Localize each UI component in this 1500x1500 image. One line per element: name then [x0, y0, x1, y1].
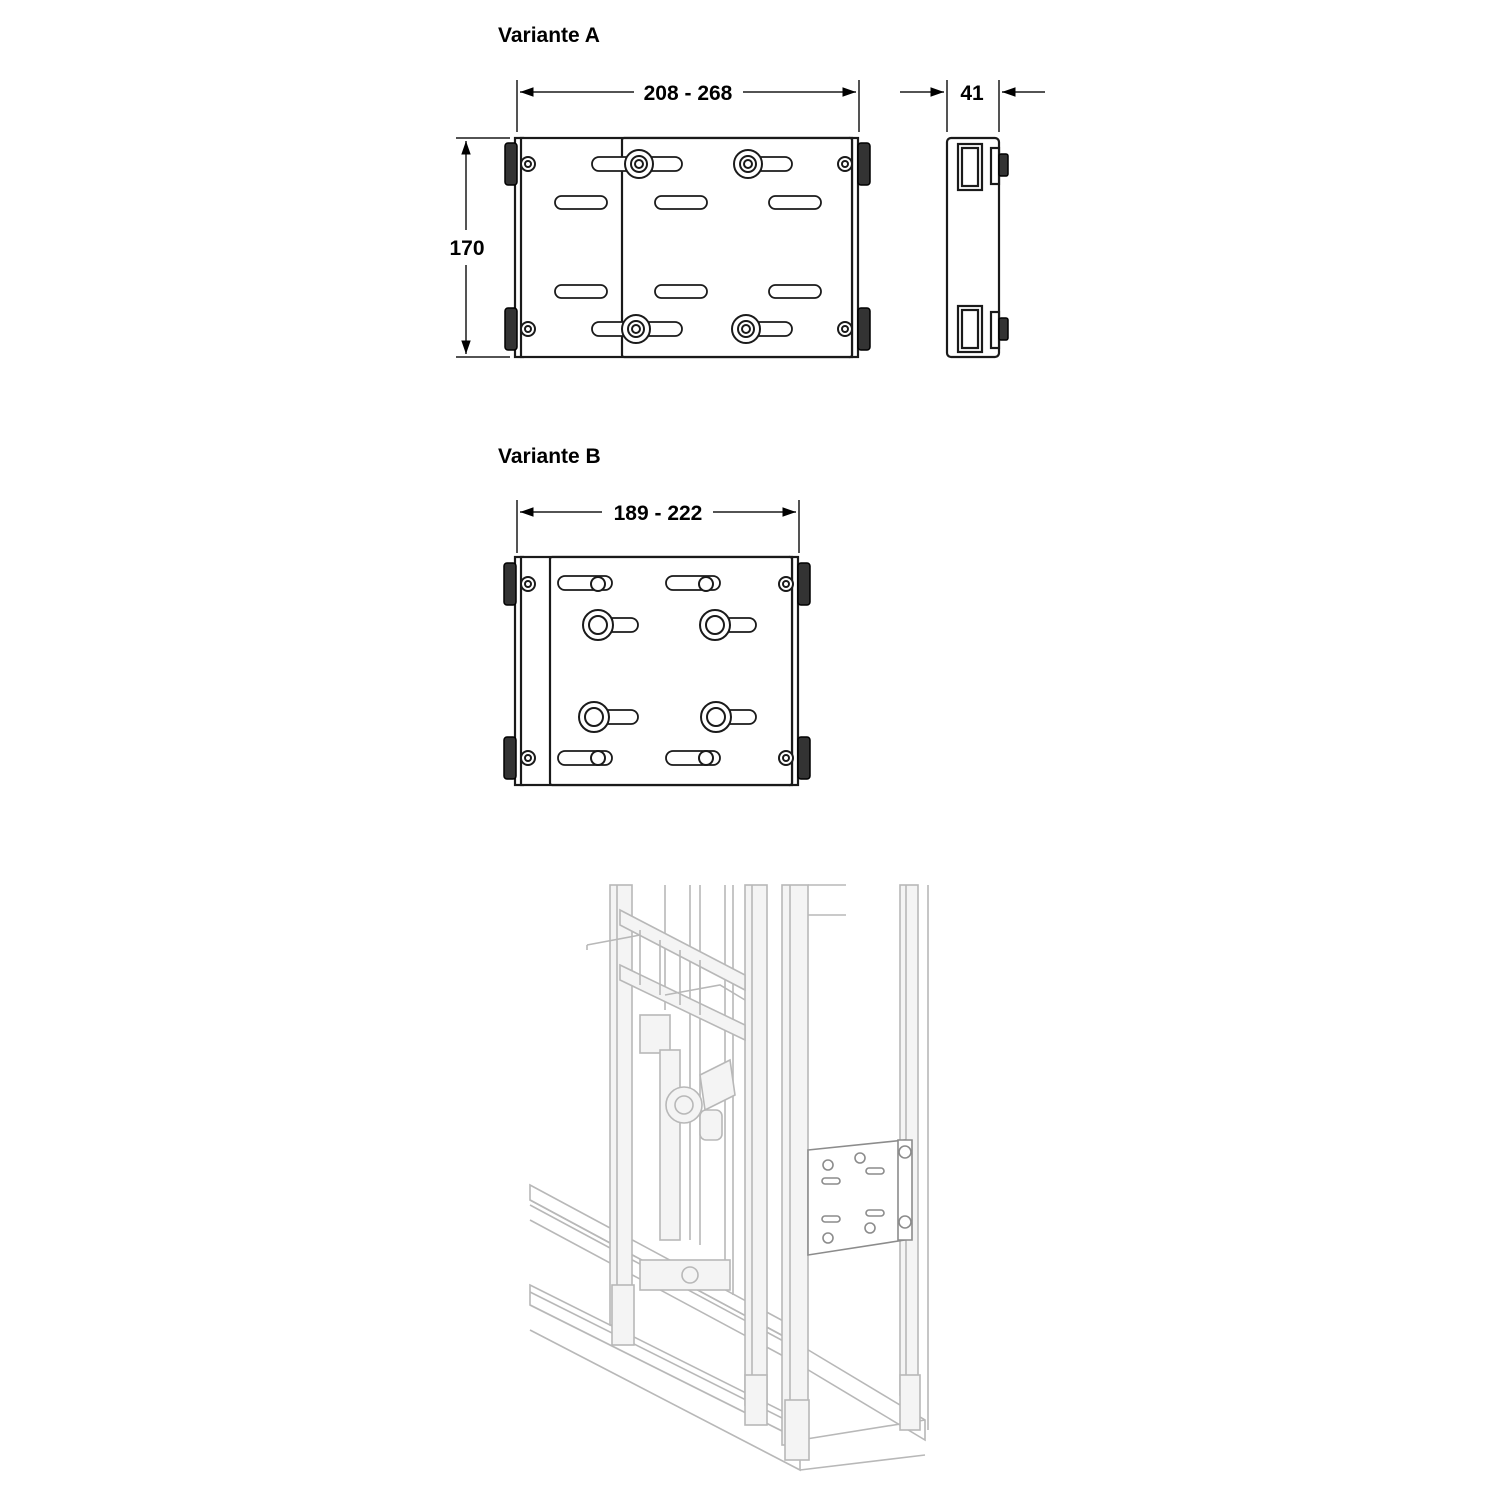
variant-b-width-label: 189 - 222 — [613, 502, 703, 525]
variant-a-title: Variante A — [498, 24, 600, 47]
variant-a-height-dimension — [449, 138, 510, 357]
variant-b-width-dimension — [517, 500, 799, 553]
variant-a-depth-dimension — [900, 80, 1045, 132]
variant-b-section — [498, 445, 810, 785]
installation-illustration — [530, 885, 928, 1470]
variant-a-height-label: 170 — [449, 237, 485, 260]
variant-a-width-dimension — [517, 80, 859, 132]
variant-b-title: Variante B — [498, 445, 601, 468]
mounted-plate — [808, 1140, 912, 1255]
variant-a-side-view — [947, 138, 1008, 357]
valve-assembly — [640, 1015, 735, 1290]
variant-a-width-label: 208 - 268 — [643, 82, 733, 105]
variant-a-depth-label: 41 — [960, 82, 984, 105]
variant-a-section — [449, 24, 1045, 357]
variant-b-front-view — [504, 557, 810, 785]
variant-a-front-view — [505, 138, 870, 357]
